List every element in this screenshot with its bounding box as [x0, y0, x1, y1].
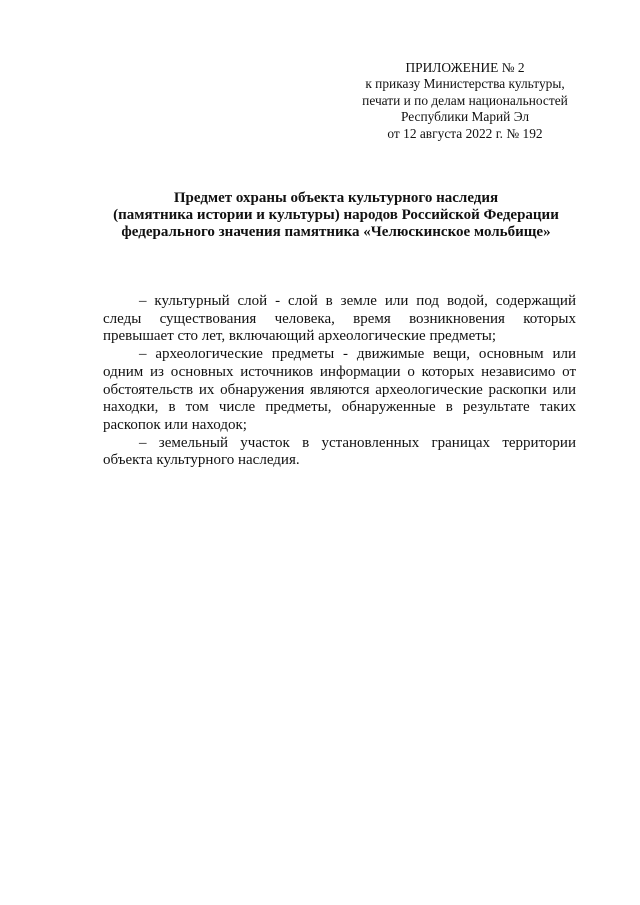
document-body [103, 293, 576, 470]
title-line-3: федерального значения памятника «Челюскинское мольбище» [121, 224, 551, 240]
document-title [70, 190, 602, 241]
appendix-date-line: от 12 августа 2022 г. № 192 [387, 125, 543, 141]
appendix-order-line: к приказу Министерства культуры, [365, 76, 565, 92]
appendix-number: ПРИЛОЖЕНИЕ № 2 [405, 60, 525, 75]
paragraph-archaeological-items: – археологические предметы - движимые вещи, основным или одним из основных источников информации о которых независимо от обстоятельств их обнаружения являются археологические раскопки или находки, в том числе предметы, обнаруженные в результате таких раскопок или находок; [103, 346, 576, 433]
title-line-1: Предмет охраны объекта культурного наследия [173, 190, 499, 206]
appendix-republic-line: Республики Марий Эл [400, 109, 530, 125]
appendix-header [348, 60, 582, 142]
paragraph-cultural-layer: – культурный слой - слой в земле или под водой, содержащий следы существования человека, время возникновения которых превышает сто лет, включающий археологические предметы; [103, 293, 576, 345]
paragraph-land-plot: – земельный участок в установленных границах территории объекта культурного наследия. [103, 434, 576, 469]
title-line-2: (памятника истории и культуры) народов Российской Федерации [113, 207, 559, 223]
appendix-ministry-line: печати и по делам национальностей [362, 92, 568, 108]
